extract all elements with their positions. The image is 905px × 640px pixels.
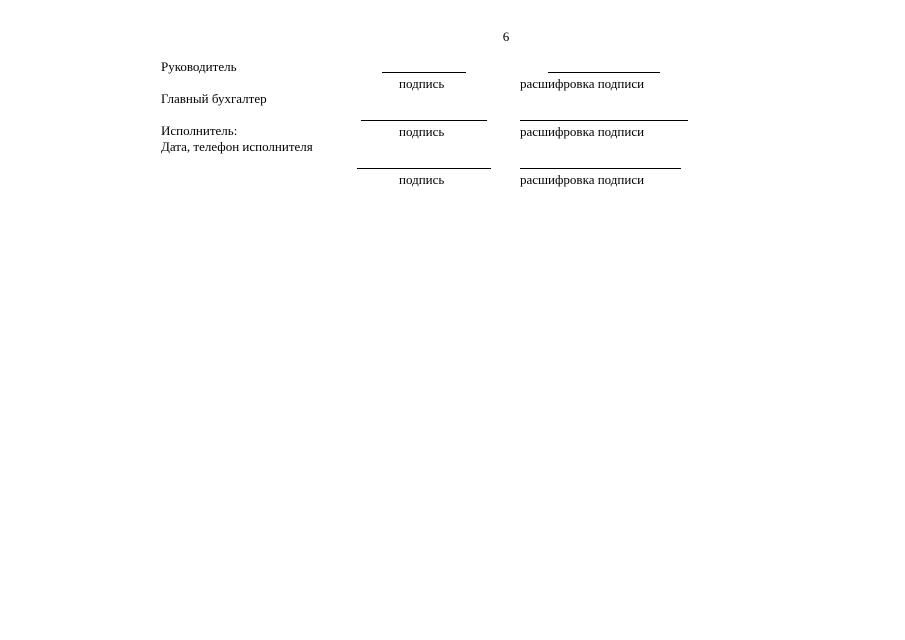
head-label: Руководитель	[161, 59, 237, 74]
chief-accountant-signature-line	[361, 120, 487, 121]
page-number: 6	[502, 29, 510, 44]
executor-decode-line	[520, 168, 681, 169]
chief-accountant-decode-line	[520, 120, 688, 121]
head-decode-caption: расшифровка подписи	[520, 76, 645, 91]
executor-signature-caption: подпись	[399, 172, 445, 187]
head-signature-caption: подпись	[399, 76, 445, 91]
executor-decode-caption: расшифровка подписи	[520, 172, 645, 187]
chief-accountant-signature-caption: подпись	[399, 124, 445, 139]
head-signature-line	[382, 72, 466, 73]
executor-label: Исполнитель:	[161, 123, 238, 138]
executor-contact-label: Дата, телефон исполнителя	[161, 139, 313, 154]
head-decode-line	[548, 72, 660, 73]
chief-accountant-decode-caption: расшифровка подписи	[520, 124, 645, 139]
executor-signature-line	[357, 168, 491, 169]
chief-accountant-label: Главный бухгалтер	[161, 91, 267, 106]
